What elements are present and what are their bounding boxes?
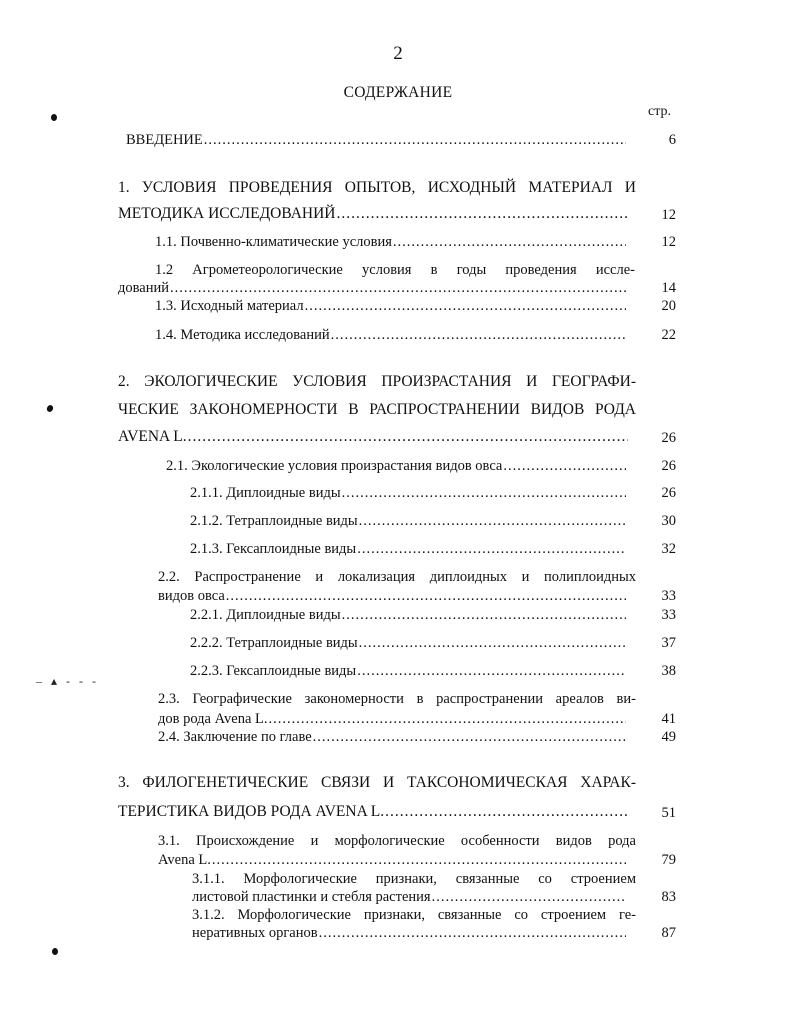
- toc-entry-text: 1.4. Методика исследований: [155, 327, 330, 343]
- dot-leader: [269, 710, 627, 728]
- toc-entry-2-3-line1: 2.3. Географические закономерности в распространении ареалов ви-: [158, 691, 636, 707]
- toc-entry-2-2-line2: [158, 587, 628, 605]
- toc-entry-3-1-1-line1: 3.1.1. Морфологические признаки, связанные со строением: [192, 871, 636, 887]
- toc-page-2-3: 41: [661, 711, 676, 727]
- scan-mark: – ▴ - - -: [36, 674, 100, 688]
- toc-page-1-2: 14: [661, 280, 676, 296]
- dot-leader: [170, 279, 628, 297]
- chapter-2-heading-line3: [118, 428, 630, 446]
- toc-entry-3-1-2-line2: [192, 924, 628, 942]
- toc-entry-text: листовой пластинки и стебля растения: [192, 889, 431, 905]
- dot-leader: [359, 512, 626, 530]
- toc-entry-2-1-3: [190, 540, 628, 558]
- dot-leader: [393, 233, 626, 251]
- toc-page-2-2-1: 33: [661, 607, 676, 623]
- page-column-header: стр.: [648, 104, 672, 119]
- dot-leader: [212, 851, 626, 869]
- chapter-3-heading-line1: 3. ФИЛОГЕНЕТИЧЕСКИЕ СВЯЗИ И ТАКСОНОМИЧЕСКАЯ ХАРАК-: [118, 774, 636, 791]
- toc-page-ch2: 26: [661, 430, 676, 446]
- toc-entry-text: ТЕРИСТИКА ВИДОВ РОДА AVENA L.: [118, 803, 385, 820]
- toc-entry-2-2-1: [190, 606, 628, 624]
- toc-entry-text: 1.3. Исходный материал: [155, 298, 304, 314]
- toc-entry-text: 2.1.1. Диплоидные виды: [190, 485, 341, 501]
- toc-entry-text: ВВЕДЕНИЕ: [126, 132, 203, 148]
- dot-leader: [357, 540, 626, 558]
- toc-entry-3-1-line2: [158, 851, 628, 869]
- dot-leader: [357, 662, 626, 680]
- toc-entry-2-4: [158, 728, 628, 746]
- dot-leader: [503, 457, 626, 475]
- toc-page-1-3: 20: [661, 298, 676, 314]
- toc-page-1-4: 22: [661, 327, 676, 343]
- dot-leader: [342, 484, 626, 502]
- toc-entry-2-1-2: [190, 512, 628, 530]
- toc-page-3-1-1: 83: [661, 889, 676, 905]
- toc-entry-text: 2.1.2. Тетраплоидные виды: [190, 513, 358, 529]
- toc-entry-2-3-line2: [158, 710, 628, 728]
- toc-page-2-1-1: 26: [661, 485, 676, 501]
- toc-page-intro: 6: [668, 132, 676, 148]
- toc-page-2-2: 33: [661, 588, 676, 604]
- toc-page-3-1: 79: [661, 852, 676, 868]
- toc-entry-text: 2.2.1. Диплоидные виды: [190, 607, 341, 623]
- toc-entry-text: 2.1. Экологические условия произрастания видов овса: [166, 458, 503, 474]
- toc-entry-text: 2.1.3. Гексаплоидные виды: [190, 541, 357, 557]
- toc-entry-2-1: [166, 457, 628, 475]
- dot-leader: [313, 728, 626, 746]
- toc-entry-1-1: [155, 233, 628, 251]
- chapter-2-heading-line1: 2. ЭКОЛОГИЧЕСКИЕ УСЛОВИЯ ПРОИЗРАСТАНИЯ И ГЕОГРАФИ-: [118, 373, 636, 390]
- toc-entry-text: 1.1. Почвенно-климатические условия: [155, 234, 392, 250]
- toc-page-2-2-3: 38: [661, 663, 676, 679]
- toc-title: СОДЕРЖАНИЕ: [343, 84, 453, 101]
- toc-entry-text: 2.2.2. Тетраплоидные виды: [190, 635, 358, 651]
- toc-page-2-4: 49: [661, 729, 676, 745]
- toc-page-ch1: 12: [661, 207, 676, 223]
- toc-entry-text: дов рода Avena L.: [158, 711, 268, 727]
- toc-entry-intro: [126, 131, 628, 149]
- chapter-1-heading-line1: 1. УСЛОВИЯ ПРОВЕДЕНИЯ ОПЫТОВ, ИСХОДНЫЙ МАТЕРИАЛ И: [118, 179, 636, 196]
- dot-leader: [188, 428, 628, 446]
- toc-entry-text: AVENA L.: [118, 428, 187, 445]
- dot-leader: [432, 888, 626, 906]
- dot-leader: [336, 205, 628, 223]
- dot-leader: [331, 326, 626, 344]
- chapter-2-heading-line2: ЧЕСКИЕ ЗАКОНОМЕРНОСТИ В РАСПРОСТРАНЕНИИ ВИДОВ РОДА: [118, 401, 636, 418]
- toc-page-2-1-2: 30: [661, 513, 676, 529]
- toc-entry-1-2-line2: [118, 279, 630, 297]
- toc-entry-1-3: [155, 297, 628, 315]
- toc-entry-text: видов овса: [158, 588, 225, 604]
- toc-entry-text: 2.4. Заключение по главе: [158, 729, 312, 745]
- scan-speck: [52, 948, 58, 955]
- toc-entry-2-2-2: [190, 634, 628, 652]
- toc-entry-1-2-line1: 1.2 Агрометеорологические условия в годы проведения иссле-: [155, 262, 635, 278]
- chapter-3-heading-line2: [118, 803, 630, 821]
- toc-page-ch3: 51: [661, 805, 676, 821]
- dot-leader: [359, 634, 626, 652]
- toc-page-2-1: 26: [661, 458, 676, 474]
- page-number: 2: [393, 43, 403, 64]
- dot-leader: [385, 803, 628, 821]
- toc-entry-text: Avena L.: [158, 852, 211, 868]
- toc-entry-text: МЕТОДИКА ИССЛЕДОВАНИЙ: [118, 205, 336, 222]
- dot-leader: [305, 297, 626, 315]
- toc-entry-3-1-line1: 3.1. Происхождение и морфологические особенности видов рода: [158, 833, 636, 849]
- toc-page-3-1-2: 87: [661, 925, 676, 941]
- toc-page-2-2-2: 37: [661, 635, 676, 651]
- toc-entry-3-1-1-line2: [192, 888, 628, 906]
- scan-speck: [51, 114, 57, 121]
- toc-entry-2-1-1: [190, 484, 628, 502]
- toc-entry-text: 2.2.3. Гексаплоидные виды: [190, 663, 357, 679]
- dot-leader: [319, 924, 626, 942]
- toc-entry-text: дований: [118, 280, 169, 296]
- toc-page-1-1: 12: [661, 234, 676, 250]
- dot-leader: [226, 587, 626, 605]
- toc-page-2-1-3: 32: [661, 541, 676, 557]
- dot-leader: [204, 131, 626, 149]
- scan-speck: [46, 404, 55, 413]
- chapter-1-heading-line2: [118, 205, 630, 223]
- toc-entry-2-2-line1: 2.2. Распространение и локализация диплоидных и полиплоидных: [158, 569, 636, 585]
- toc-entry-3-1-2-line1: 3.1.2. Морфологические признаки, связанные со строением ге-: [192, 907, 636, 923]
- dot-leader: [342, 606, 626, 624]
- toc-entry-text: неративных органов: [192, 925, 318, 941]
- toc-entry-2-2-3: [190, 662, 628, 680]
- toc-entry-1-4: [155, 326, 628, 344]
